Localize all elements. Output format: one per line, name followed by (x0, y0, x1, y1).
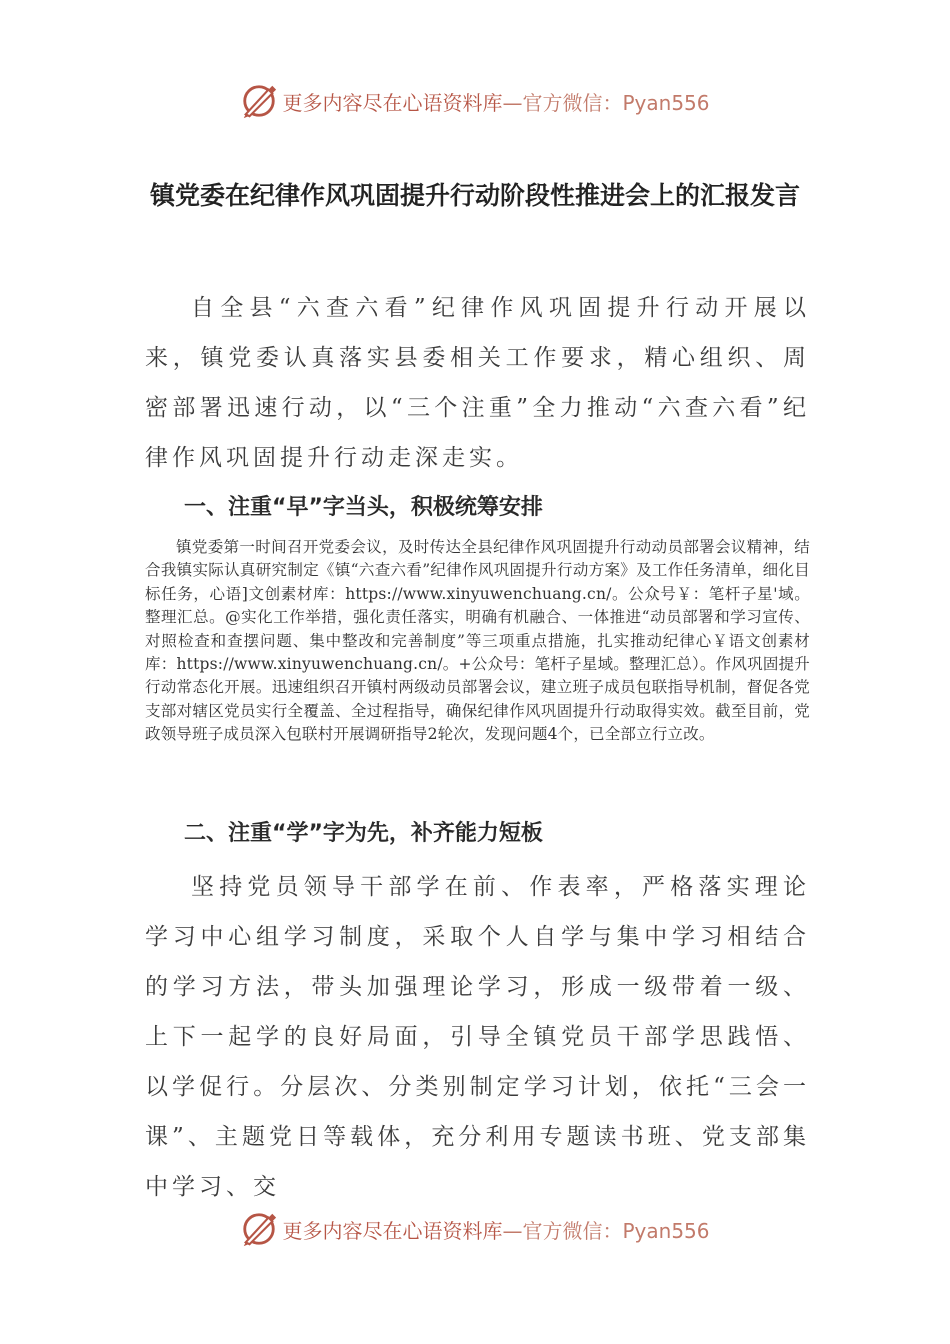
header-dash: — (502, 90, 523, 115)
pen-logo-icon (240, 1210, 278, 1248)
header-slogan: 更多内容尽在心语资料库 (282, 90, 503, 115)
footer-watermark-banner (0, 1207, 950, 1251)
section-1-paragraph: 镇党委第一时间召开党委会议，及时传达全县纪律作风巩固提升行动动员部署会议精神，结合我镇实际认真研究制定《镇“六查六看”纪律作风巩固提升行动方案》及工作任务清单，细化目标任务，心语]文创素材库：https://www.xinyuwenchuang.cn/。公众号￥：笔杆子星'域。整理汇总。@实化工作举措，强化责任落实，明确有机融合、一体推进“动员部署和学习宣传、对照检查和查摆问题、集中整改和完善制度”等三项重点措施，扎实推动纪律心￥语文创素材库：https://www.xinyuwenchuang.cn/。+公众号：笔杆子星域。整理汇总）。作风巩固提升行动常态化开展。迅速组织召开镇村两级动员部署会议，建立班子成员包联指导机制，督促各党支部对辖区党员实行全覆盖、全过程指导，确保纪律作风巩固提升行动取得实效。截至目前，党政领导班子成员深入包联村开展调研指导2轮次，发现问题4个，已全部立行立改。 (145, 538, 810, 744)
footer-dash: — (502, 1218, 523, 1243)
footer-wechat-id: Pyan556 (622, 1218, 710, 1243)
section-heading-2: 二、注重“学”字为先，补齐能力短板 (184, 821, 543, 846)
section-2-paragraph: 坚持党员领导干部学在前、作表率，严格落实理论学习中心组学习制度，采取个人自学与集中学习相结合的学习方法，带头加强理论学习，形成一级带着一级、上下一起学的良好局面，引导全镇党员干部学思践悟、以学促行。分层次、分类别制定学习计划，依托“三会一课”、主题党日等载体，充分利用专题读书班、党支部集中学习、交 (145, 874, 810, 1200)
section-heading-1: 一、注重“早”字当头，积极统筹安排 (184, 495, 543, 520)
pen-logo-icon (240, 82, 278, 120)
document-title: 镇党委在纪律作风巩固提升行动阶段性推进会上的汇报发言 (149, 181, 800, 210)
footer-watermark-text (282, 1215, 709, 1244)
header-watermark-text (282, 87, 709, 116)
footer-slogan: 更多内容尽在心语资料库 (282, 1218, 503, 1243)
header-wechat-label: 官方微信： (522, 90, 623, 115)
header-watermark-banner (0, 79, 950, 123)
intro-paragraph: 自全县“六查六看”纪律作风巩固提升行动开展以来，镇党委认真落实县委相关工作要求，精心组织、周密部署迅速行动，以“三个注重”全力推动“六查六看”纪律作风巩固提升行动走深走实。 (145, 295, 810, 471)
header-wechat-id: Pyan556 (622, 90, 710, 115)
footer-wechat-label: 官方微信： (522, 1218, 623, 1243)
